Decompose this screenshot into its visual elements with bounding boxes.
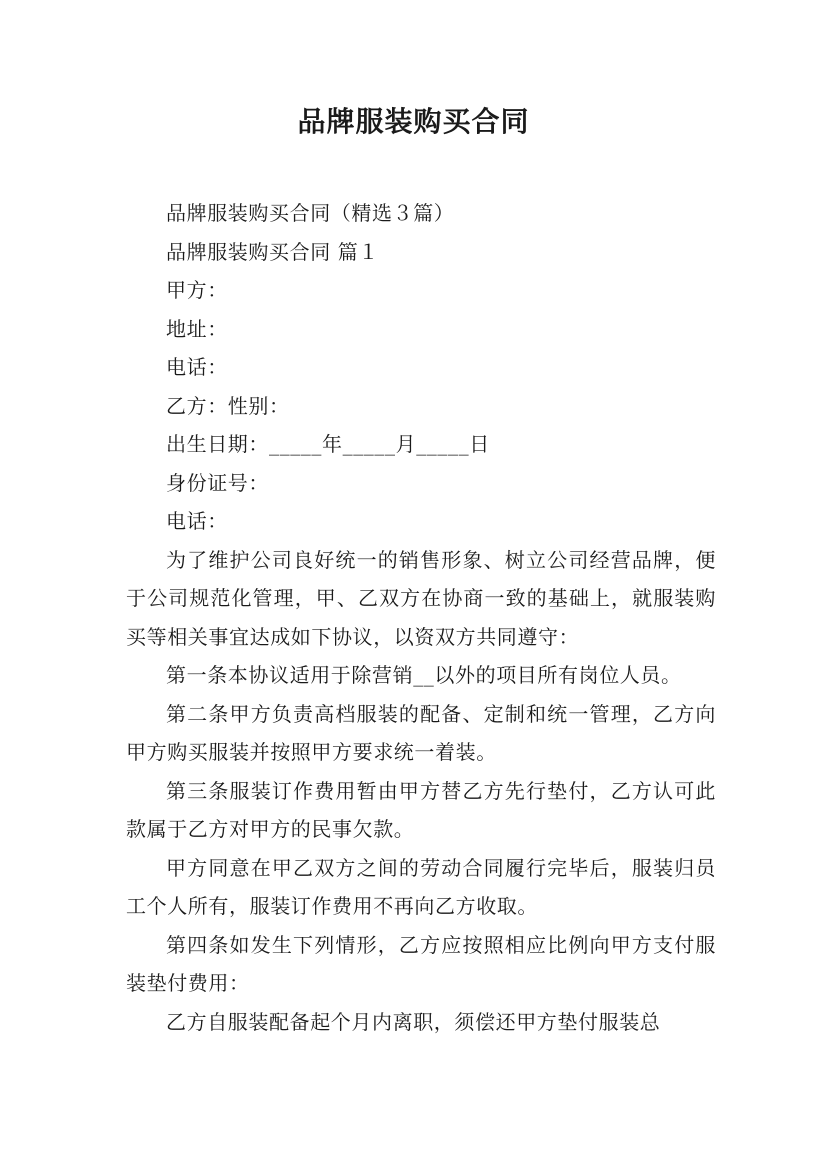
phone-field: 电话： — [166, 355, 228, 379]
article-4-paragraph: 第四条如发生下列情形，乙方应按照相应比例向甲方支付服装垫付费用： — [126, 932, 716, 995]
address-field: 地址： — [166, 316, 228, 341]
article-3-continuation: 甲方同意在甲乙双方之间的劳动合同履行完毕后，服装归员工个人所有，服装订作费用不再向乙方收取。 — [126, 855, 716, 918]
birth-date-field: 出生日期：_____年_____月_____日 — [166, 432, 490, 456]
article-1-paragraph: 第一条本协议适用于除营销__以外的项目所有岗位人员。 — [166, 663, 682, 687]
article-3-paragraph: 第三条服装订作费用暂由甲方替乙方先行垫付，乙方认可此款属于乙方对甲方的民事欠款。 — [126, 778, 716, 841]
party-b-gender-field: 乙方：性别： — [166, 393, 290, 418]
section-heading: 品牌服装购买合同 篇１ — [166, 239, 379, 264]
subtitle-paragraph: 品牌服装购买合同（精选３篇） — [166, 201, 455, 225]
id-number-field: 身份证号： — [166, 470, 269, 495]
document-body — [126, 194, 716, 1041]
article-4-item-paragraph: 乙方自服装配备起个月内离职，须偿还甲方垫付服装总 — [166, 1009, 661, 1034]
phone-field-b: 电话： — [166, 509, 228, 533]
preamble-paragraph: 为了维护公司良好统一的销售形象、树立公司经营品牌，便于公司规范化管理，甲、乙双方在协商一致的基础上，就服装购买等相关事宜达成如下协议，以资双方共同遵守： — [126, 547, 716, 649]
article-2-paragraph: 第二条甲方负责高档服装的配备、定制和统一管理，乙方向甲方购买服装并按照甲方要求统一着装。 — [126, 701, 716, 764]
party-a-field: 甲方： — [166, 278, 228, 302]
document-title: 品牌服装购买合同 — [297, 105, 530, 138]
